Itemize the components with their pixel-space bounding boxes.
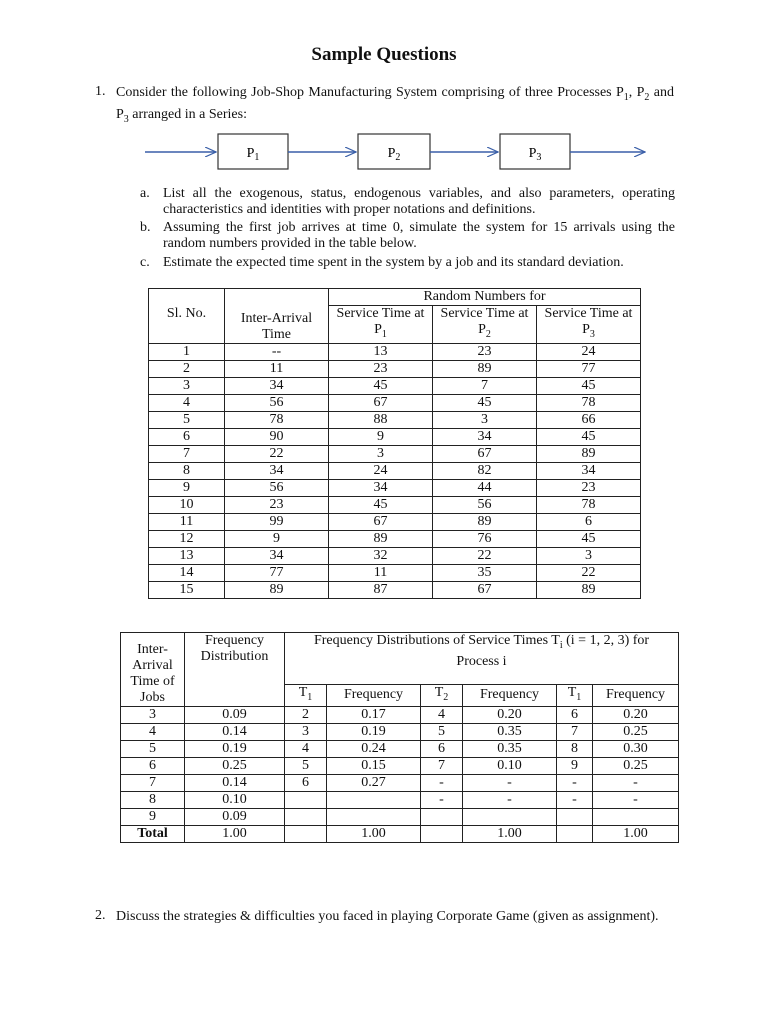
table-row xyxy=(121,774,679,791)
table-cell: 89 xyxy=(433,513,537,530)
table-cell: 5 xyxy=(149,411,225,428)
table-row xyxy=(121,757,679,774)
table-cell: 9 xyxy=(557,757,593,774)
table-cell xyxy=(285,791,327,808)
header-random-numbers: Random Numbers for xyxy=(329,289,641,306)
table-cell: 3 xyxy=(149,377,225,394)
table-row xyxy=(149,411,641,428)
table-cell: 2 xyxy=(149,360,225,377)
table-cell: 0.10 xyxy=(185,791,285,808)
table-cell: 32 xyxy=(329,547,433,564)
table-cell: 23 xyxy=(329,360,433,377)
subitem-c-text: Estimate the expected time spent in the system by a job and its standard deviation. xyxy=(163,255,624,270)
table-cell: 7 xyxy=(421,757,463,774)
table-cell: 8 xyxy=(149,462,225,479)
table-cell: 5 xyxy=(285,757,327,774)
table-cell: 77 xyxy=(537,360,641,377)
table-cell: - xyxy=(463,791,557,808)
table-cell: 1 xyxy=(149,343,225,360)
header-service-p1: Service Time at $P_1$ xyxy=(329,306,433,344)
table-cell: 4 xyxy=(149,394,225,411)
table-cell: - xyxy=(463,774,557,791)
table-cell: 11 xyxy=(149,513,225,530)
table-cell: 76 xyxy=(433,530,537,547)
header-frequency-1: Frequency xyxy=(327,685,421,707)
node-label-p3: $P_3$ xyxy=(528,146,542,163)
total-row xyxy=(121,825,679,842)
table-cell: 6 xyxy=(121,757,185,774)
table-cell: - xyxy=(593,791,679,808)
table-cell: 56 xyxy=(225,394,329,411)
table-cell: 78 xyxy=(225,411,329,428)
table-cell: 22 xyxy=(225,445,329,462)
table-row xyxy=(149,343,641,360)
table-cell: 89 xyxy=(329,530,433,547)
table-cell: 66 xyxy=(537,411,641,428)
subitem-c-label: c. xyxy=(140,255,150,270)
table-row xyxy=(149,394,641,411)
table-cell: 9 xyxy=(329,428,433,445)
table-cell: 23 xyxy=(433,343,537,360)
total-cell: 1.00 xyxy=(185,825,285,842)
table-cell: 0.25 xyxy=(593,723,679,740)
question-1-text-part1: Consider the following Job-Shop Manufacturing System comprising of three Processes $P_1$, $P_2$ and $P_3$ arranged in a Series: xyxy=(116,85,674,125)
table-cell: -- xyxy=(225,343,329,360)
table-cell: 6 xyxy=(537,513,641,530)
table-cell: 89 xyxy=(537,581,641,598)
table-cell: 22 xyxy=(537,564,641,581)
header-frequency-2: Frequency xyxy=(463,685,557,707)
table-row xyxy=(149,360,641,377)
header-service-p3: Service Time at $P_3$ xyxy=(537,306,641,344)
table-cell: 3 xyxy=(121,706,185,723)
header-service-distributions: Frequency Distributions of Service Times $T_i$ (i = 1, 2, 3) for Process i xyxy=(285,633,679,685)
table-row xyxy=(149,462,641,479)
question-2-number: 2. xyxy=(95,908,106,923)
table-cell xyxy=(285,808,327,825)
table-cell: 34 xyxy=(225,377,329,394)
table-cell: 82 xyxy=(433,462,537,479)
header-t1: $T_1$ xyxy=(285,685,327,707)
header-inter-arrival: Inter-Arrival Time xyxy=(225,289,329,344)
table-cell: 7 xyxy=(121,774,185,791)
table-cell: 45 xyxy=(537,530,641,547)
header-service-p2: Service Time at $P_2$ xyxy=(433,306,537,344)
table-cell: - xyxy=(421,774,463,791)
table-row xyxy=(121,723,679,740)
table-cell: 56 xyxy=(433,496,537,513)
table-cell: 0.24 xyxy=(327,740,421,757)
table-cell: 3 xyxy=(537,547,641,564)
table-row xyxy=(149,564,641,581)
table-cell: 13 xyxy=(329,343,433,360)
table-cell: 0.19 xyxy=(185,740,285,757)
total-cell: 1.00 xyxy=(593,825,679,842)
table-cell: 14 xyxy=(149,564,225,581)
table-cell: 6 xyxy=(149,428,225,445)
subitem-a-label: a. xyxy=(140,186,150,201)
header-frequency-3: Frequency xyxy=(593,685,679,707)
table-cell: 0.27 xyxy=(327,774,421,791)
table-cell: 88 xyxy=(329,411,433,428)
table-cell xyxy=(463,808,557,825)
subitem-b-text: Assuming the first job arrives at time 0, simulate the system for 15 arrivals using the random numbers provided in the table below. xyxy=(163,220,675,251)
header-t2: $T_2$ xyxy=(421,685,463,707)
table-cell: 3 xyxy=(285,723,327,740)
table-cell: 45 xyxy=(537,377,641,394)
random-numbers-table xyxy=(148,288,641,599)
table-cell: 78 xyxy=(537,496,641,513)
table-cell: 15 xyxy=(149,581,225,598)
header-sl-no: Sl. No. xyxy=(149,289,225,344)
table-cell: - xyxy=(557,774,593,791)
table-cell: 34 xyxy=(329,479,433,496)
table-cell: 34 xyxy=(433,428,537,445)
table-cell: 89 xyxy=(225,581,329,598)
table-cell: 0.35 xyxy=(463,740,557,757)
table-cell: 4 xyxy=(421,706,463,723)
question-1-number: 1. xyxy=(95,84,106,99)
table-cell: 0.20 xyxy=(593,706,679,723)
question-2-text: Discuss the strategies & difficulties you faced in playing Corporate Game (given as assignment). xyxy=(116,909,659,924)
table-cell: 2 xyxy=(285,706,327,723)
table-cell: 0.35 xyxy=(463,723,557,740)
table-cell: 45 xyxy=(433,394,537,411)
total-cell xyxy=(421,825,463,842)
table-row xyxy=(149,581,641,598)
table-cell: 0.19 xyxy=(327,723,421,740)
subitem-a-text: List all the exogenous, status, endogenous variables, and also parameters, operating characteristics and identities with proper notations and definitions. xyxy=(163,186,675,217)
table-cell: 9 xyxy=(149,479,225,496)
table-cell: 90 xyxy=(225,428,329,445)
table-row xyxy=(121,808,679,825)
table-cell: 3 xyxy=(329,445,433,462)
table-cell: 0.25 xyxy=(185,757,285,774)
table-cell: 9 xyxy=(225,530,329,547)
table-cell xyxy=(421,808,463,825)
table-cell xyxy=(557,808,593,825)
table-cell: 0.14 xyxy=(185,774,285,791)
table-cell: 0.15 xyxy=(327,757,421,774)
table-cell: 99 xyxy=(225,513,329,530)
table-row xyxy=(149,530,641,547)
table-cell: 44 xyxy=(433,479,537,496)
table-cell: 89 xyxy=(433,360,537,377)
table-cell: 10 xyxy=(149,496,225,513)
table-cell: 0.30 xyxy=(593,740,679,757)
table-row xyxy=(149,445,641,462)
table-cell: 5 xyxy=(121,740,185,757)
table-cell: 67 xyxy=(329,513,433,530)
table-cell: 0.25 xyxy=(593,757,679,774)
table-cell: 67 xyxy=(433,581,537,598)
table-cell: 45 xyxy=(537,428,641,445)
table-cell: 0.17 xyxy=(327,706,421,723)
table-cell: - xyxy=(557,791,593,808)
table-cell: 7 xyxy=(557,723,593,740)
table-cell: 24 xyxy=(537,343,641,360)
table-cell: 0.14 xyxy=(185,723,285,740)
table-cell: 0.10 xyxy=(463,757,557,774)
total-label: Total xyxy=(121,825,185,842)
table-cell: 6 xyxy=(421,740,463,757)
table-cell: 8 xyxy=(121,791,185,808)
table-cell: 3 xyxy=(433,411,537,428)
total-cell: 1.00 xyxy=(463,825,557,842)
total-cell xyxy=(557,825,593,842)
table-row xyxy=(121,706,679,723)
table-cell: 0.20 xyxy=(463,706,557,723)
table-cell: 4 xyxy=(121,723,185,740)
table-cell: 6 xyxy=(557,706,593,723)
table-cell: 5 xyxy=(421,723,463,740)
table-cell: 0.09 xyxy=(185,706,285,723)
table-cell: 34 xyxy=(537,462,641,479)
table-cell: 56 xyxy=(225,479,329,496)
table-cell: 87 xyxy=(329,581,433,598)
table-cell: 0.09 xyxy=(185,808,285,825)
subitem-b-label: b. xyxy=(140,220,151,235)
table-cell: 9 xyxy=(121,808,185,825)
table-cell: - xyxy=(593,774,679,791)
process-diagram xyxy=(140,128,660,178)
table-cell: 67 xyxy=(329,394,433,411)
table-row xyxy=(149,479,641,496)
table-cell: 67 xyxy=(433,445,537,462)
table-cell: 89 xyxy=(537,445,641,462)
table-cell xyxy=(593,808,679,825)
table-cell: 35 xyxy=(433,564,537,581)
node-label-p2: $P_2$ xyxy=(387,146,401,163)
table-cell: 77 xyxy=(225,564,329,581)
table-cell: 7 xyxy=(149,445,225,462)
node-label-p1: $P_1$ xyxy=(246,146,260,163)
table-cell: 12 xyxy=(149,530,225,547)
header-frequency-distribution: Frequency Distribution xyxy=(185,633,285,707)
table-cell: 4 xyxy=(285,740,327,757)
table-cell xyxy=(327,791,421,808)
table-cell: 78 xyxy=(537,394,641,411)
table-cell: 11 xyxy=(329,564,433,581)
question-1-text xyxy=(116,84,674,128)
table-row xyxy=(121,791,679,808)
table-row xyxy=(149,513,641,530)
table-cell: 23 xyxy=(537,479,641,496)
table-row xyxy=(149,377,641,394)
table-cell: 8 xyxy=(557,740,593,757)
frequency-distribution-table xyxy=(120,632,679,843)
table-cell: 22 xyxy=(433,547,537,564)
table-row xyxy=(149,547,641,564)
table-cell: 34 xyxy=(225,462,329,479)
table-cell: 45 xyxy=(329,496,433,513)
table-cell: 24 xyxy=(329,462,433,479)
table-row xyxy=(149,496,641,513)
table-cell: 45 xyxy=(329,377,433,394)
table-cell: - xyxy=(421,791,463,808)
table-cell: 23 xyxy=(225,496,329,513)
table-row xyxy=(149,428,641,445)
table-cell: 11 xyxy=(225,360,329,377)
table-cell: 6 xyxy=(285,774,327,791)
header-t3: $T_1$ xyxy=(557,685,593,707)
table-cell xyxy=(327,808,421,825)
page-title: Sample Questions xyxy=(311,44,457,65)
table-cell: 13 xyxy=(149,547,225,564)
header-inter-arrival-jobs: Inter-Arrival Time of Jobs xyxy=(121,633,185,707)
table-cell: 34 xyxy=(225,547,329,564)
total-cell: 1.00 xyxy=(327,825,421,842)
table-row xyxy=(121,740,679,757)
total-cell xyxy=(285,825,327,842)
table-cell: 7 xyxy=(433,377,537,394)
